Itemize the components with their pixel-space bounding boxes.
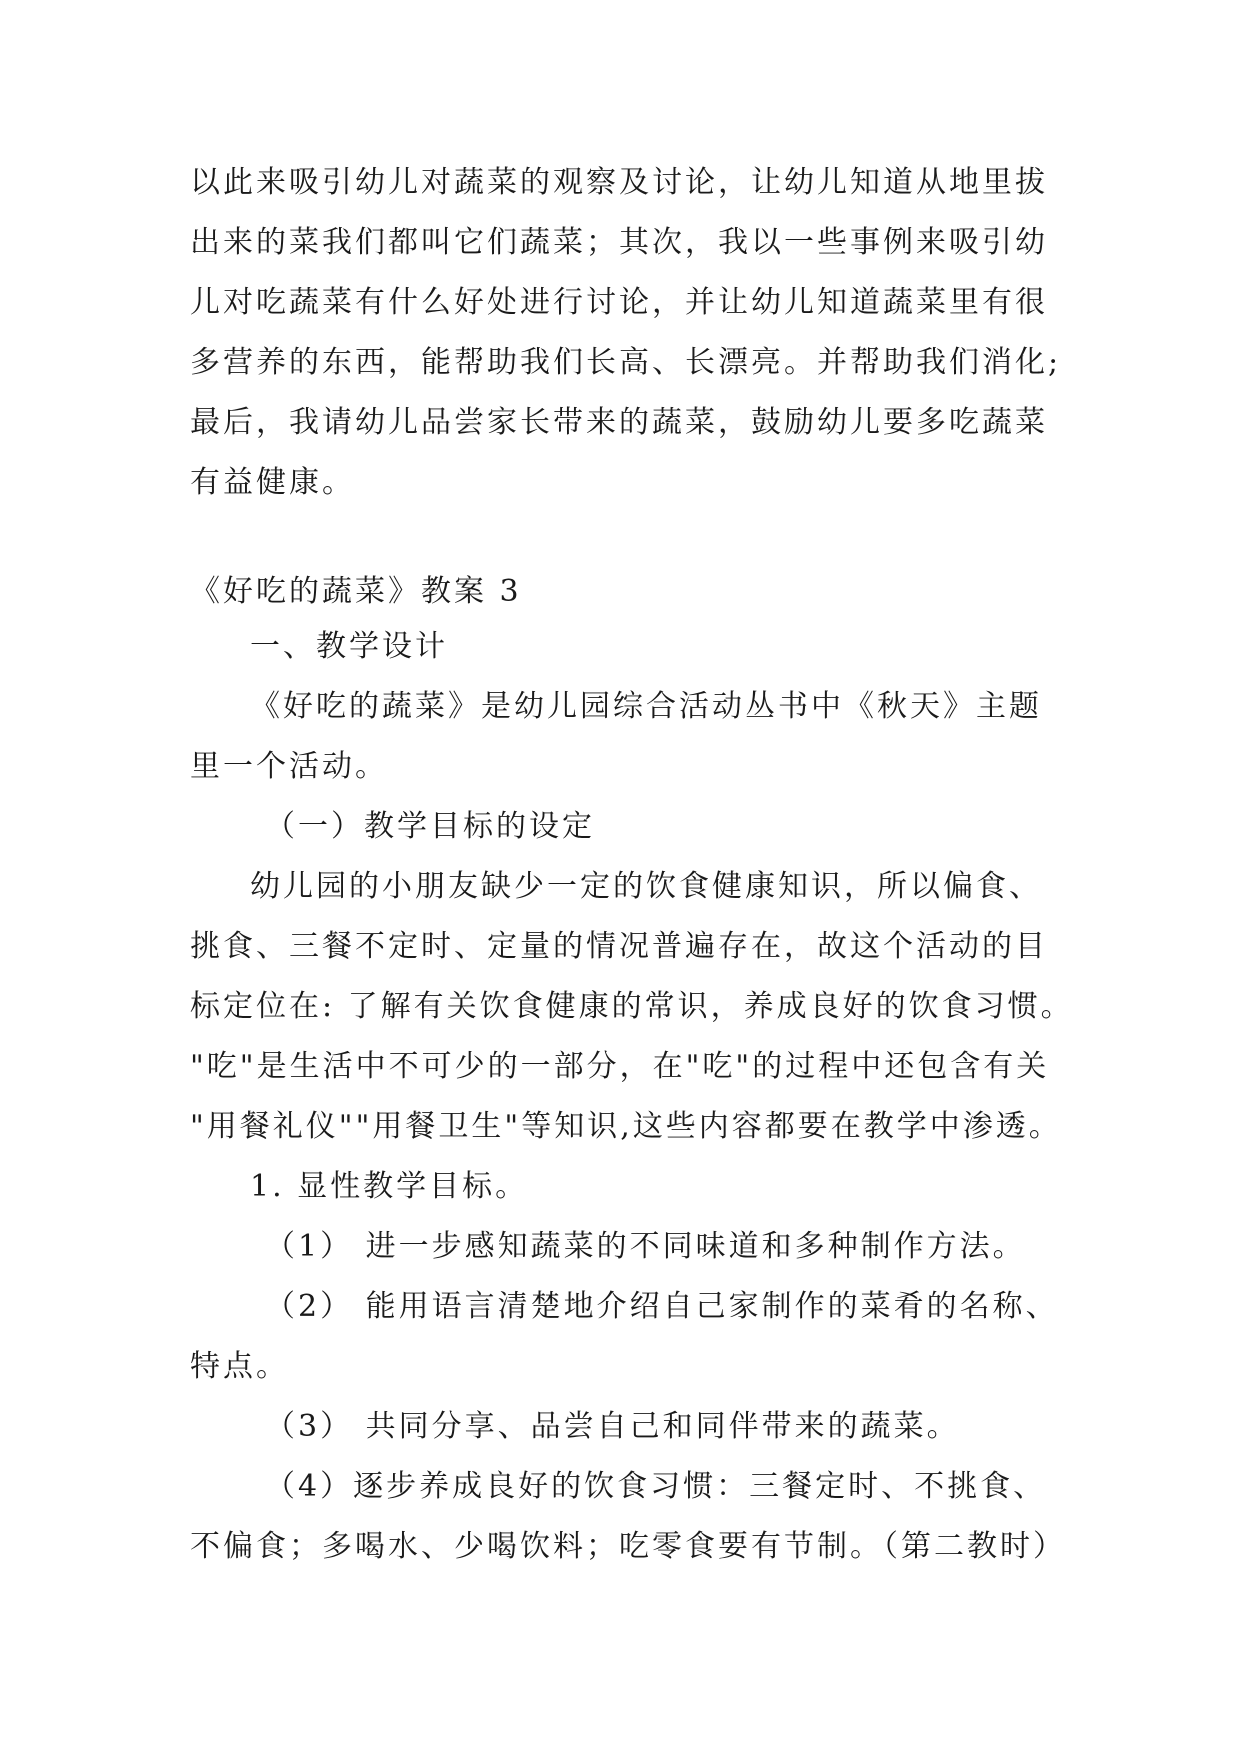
paragraph-line: 里一个活动。 (190, 749, 388, 784)
list-item: （1） 进一步感知蔬菜的不同味道和多种制作方法。 (265, 1229, 1026, 1264)
paragraph-line: 多营养的东西，能帮助我们长高、长漂亮。并帮助我们消化; (190, 345, 1062, 380)
paragraph-line: 以此来吸引幼儿对蔬菜的观察及讨论，让幼儿知道从地里拔 (190, 165, 1048, 200)
list-item: （4）逐步养成良好的饮食习惯：三餐定时、不挑食、 (265, 1469, 1047, 1504)
list-item-continuation: 不偏食；多喝水、少喝饮料；吃零食要有节制。（第二教时） (190, 1529, 1066, 1564)
paragraph-line: 《好吃的蔬菜》是幼儿园综合活动丛书中《秋天》主题 (250, 689, 1042, 724)
paragraph-line: 有益健康。 (190, 465, 355, 500)
paragraph-line: "吃"是生活中不可少的一部分，在"吃"的过程中还包含有关 (190, 1049, 1050, 1084)
list-heading: 1. 显性教学目标。 (250, 1169, 529, 1204)
section-title: 《好吃的蔬菜》教案 3 (190, 574, 522, 609)
paragraph-line: 标定位在: 了解有关饮食健康的常识，养成良好的饮食习惯。 (190, 989, 1074, 1024)
paragraph-line: 出来的菜我们都叫它们蔬菜；其次，我以一些事例来吸引幼 (190, 225, 1048, 260)
paragraph-line: 挑食、三餐不定时、定量的情况普遍存在，故这个活动的目 (190, 929, 1048, 964)
list-item-continuation: 特点。 (190, 1349, 289, 1384)
paragraph-line: 最后，我请幼儿品尝家长带来的蔬菜，鼓励幼儿要多吃蔬菜 (190, 405, 1048, 440)
paragraph-line: "用餐礼仪""用餐卫生"等知识,这些内容都要在教学中渗透。 (190, 1109, 1062, 1144)
paragraph-line: 幼儿园的小朋友缺少一定的饮食健康知识，所以偏食、 (250, 869, 1042, 904)
section-heading: 一、教学设计 (250, 629, 448, 664)
paragraph-line: 儿对吃蔬菜有什么好处进行讨论，并让幼儿知道蔬菜里有很 (190, 285, 1048, 320)
list-item: （2） 能用语言清楚地介绍自己家制作的菜肴的名称、 (265, 1289, 1059, 1324)
list-item: （3） 共同分享、品尝自己和同伴带来的蔬菜。 (265, 1409, 960, 1444)
subsection-heading: （一）教学目标的设定 (265, 809, 595, 844)
